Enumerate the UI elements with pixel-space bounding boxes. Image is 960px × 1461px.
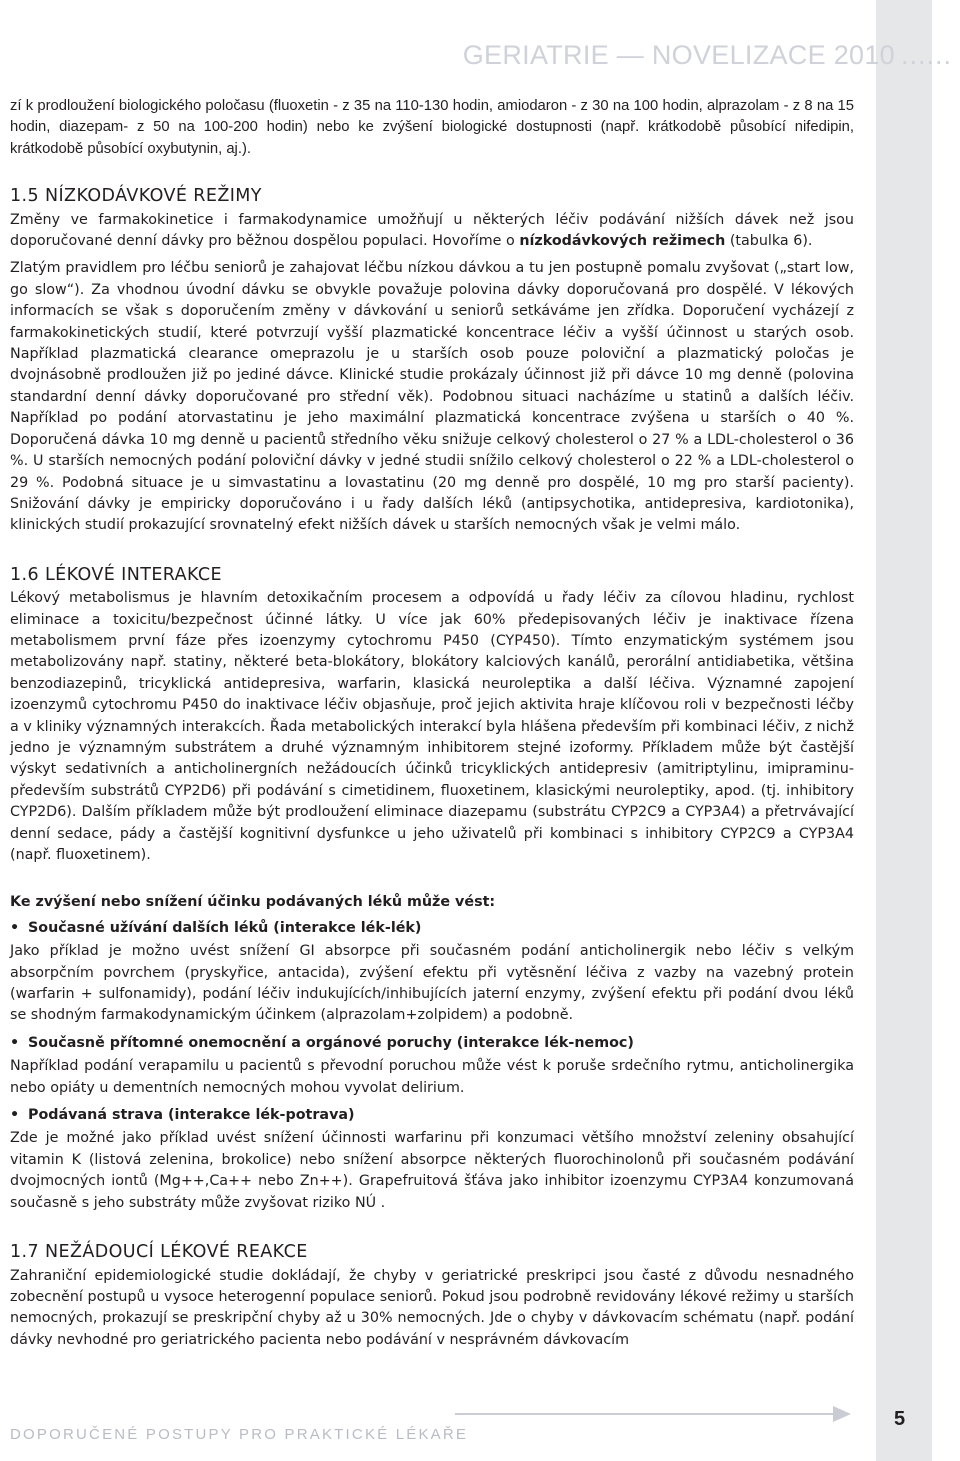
header-dots: ......	[900, 40, 952, 70]
section-1-5-paragraph-1	[10, 210, 854, 253]
section-heading-1-6	[10, 565, 854, 586]
footer-arrow-icon	[455, 1402, 855, 1426]
text-run: Změny ve farmakokinetice i farmakodynamice umožňují u některých léčiv podávání nižších dávek než jsou doporučované denní dávky pro běžnou dospělou populaci. Hovoříme o	[10, 211, 854, 250]
header-title: GERIATRIE — NOVELIZACE 2010	[462, 40, 895, 70]
text-run: (tabulka 6).	[725, 233, 813, 250]
section-1-5-paragraph-2: Zlatým pravidlem pro léčbu seniorů je zahajovat léčbu nízkou dávkou a tu jen postupně pomalu zvyšovat („start low, go slow“). Za vhodnou úvodní dávku se obvykle považuje polovina dávky doporučovaná pro dospělé. V lékových informacích se však s doporučením změny v dávkování u seniorů setkáváme jen zřídka. Doporučení vycházejí z farmakokinetických studií, které potvrzují vyšší plazmatické koncentrace léčiv a vyšší účinnost u starých osob. Například plazmatická clearance omeprazolu je u starších osob pouze poloviční a plazmatický poločas je dvojnásobně prodloužen již po jediné dávce. Klinické studie prokázaly účinnost již při dávce 10 mg denně (polovina standardní denní dávky doporučované pro střední věk). Podobnou situaci nacházíme u statinů a dalších léčiv. Například po podání atorvastatinu je jeho maximální plazmatická koncentrace zvýšena u starších o 40 %. Doporučená dávka 10 mg denně u pacientů středního věku snižuje celkový cholesterol o 27 % a LDL-cholesterol o 36 %. U starších nemocných podání poloviční dávky v jedné studii snížilo celkový cholesterol o 22 % a LDL-cholesterol o 29 %. Podobná situace je u simvastatinu a lovastatinu (20 mg denně pro dospělé, 10 mg pro starší pacienty). Snižování dávky je empiricky doporučováno i u řady dalších léků (antipsychotika, antidepresiva, kardiotonika), klinických studií prokazující srovnatelný efekt nižších dávek u starších nemocných však je velmi málo.	[10, 260, 854, 534]
bullet-text: Například podání verapamilu u pacientů s převodní poruchou může vést k poruše srdečního rytmu, anticholinergika nebo opiáty u dementních nemocných mohou vyvolat delirium.	[10, 1058, 854, 1096]
emphasis-low-dose-regimens: nízkodávkových režimech	[519, 233, 726, 250]
section-title: NÍZKODÁVKOVÉ REŽIMY	[45, 186, 262, 207]
bullet-icon: •	[10, 919, 20, 936]
section-heading-1-5	[10, 186, 854, 207]
interactions-lead: Ke zvýšení nebo snížení účinku podávaných léků může vést:	[10, 894, 496, 911]
bullet-item	[10, 918, 854, 939]
section-number: 1.5	[10, 186, 40, 207]
section-title: NEŽÁDOUCÍ LÉKOVÉ REAKCE	[45, 1242, 308, 1263]
bullet-text: Jako příklad je možno uvést snížení GI absorpce při současném podání anticholinergik nebo léčiv s velkým absorpčním povrchem (pryskyřice, antacida), zvýšení efektu při vytěsnění léčiva z vazby na vazebný protein (warfarin + sulfonamidy), podání léčiv indukujících/inhibujících jaterní enzymy, zvýšení efektu při podání dvou léků se shodným farmakodynamickým účinkem (alprazolam+zolpidem) a podobně.	[10, 943, 854, 1024]
footer-title: DOPORUČENÉ POSTUPY PRO PRAKTICKÉ LÉKAŘE	[10, 1426, 469, 1443]
section-title: LÉKOVÉ INTERAKCE	[45, 564, 222, 585]
intro-paragraph: zí k prodloužení biologického poločasu (fluoxetin - z 35 na 110-130 hodin, amiodaron - z 30 na 100 hodin, alprazolam - z 8 na 15 hodin, diazepam- z 50 na 100-200 hodin) nebo ke zvýšení biologické dostupnosti (např. krátkodobě působící nifedipin, krátkodobě působící oxybutynin, aj.).	[10, 98, 854, 157]
bullet-text: Zde je možné jako příklad uvést snížení účinnosti warfarinu při konzumaci většího množství zeleniny obsahující vitamin K (listová zelenina, brokolice) nebo snížení absorpce některých fluorochinolonů při současném podávání dvojmocných iontů (Mg++,Ca++ nebo Zn++). Grapefruitová šťáva jako inhibitor izoenzymu CYP3A4 konzumovaná současně s jeho substráty může zvyšovat riziko NÚ .	[10, 1130, 854, 1211]
section-heading-1-7	[10, 1242, 854, 1263]
page-number: 5	[894, 1408, 906, 1430]
bullet-icon: •	[10, 1107, 20, 1124]
section-1-7-paragraph-1: Zahraniční epidemiologické studie dokládají, že chyby v geriatrické preskripci jsou časté z důvodu nesnadného zobecnění postupů u vysoce heterogenní populace seniorů. Pokud jsou podrobně revidovány lékové režimy u starších nemocných, prokazují se preskripční chyby až u 30% nemocných. Jde o chyby v dávkovacím schématu (např. podání dávky nevhodné pro geriatrického pacienta nebo podávání v nesprávném dávkovacím	[10, 1267, 854, 1348]
bullet-title: Podávaná strava (interakce lék-potrava)	[28, 1107, 355, 1124]
section-1-6-paragraph-1: Lékový metabolismus je hlavním detoxikačním procesem a odpovídá u řady léčiv za cílovou hladinu, rychlost eliminace a toxicitu/bezpečnost účinné látky. U více jak 60% předepisovaných léčiv je inaktivace řízena metabolismem první fáze přes izoenzymy cytochromu P450 (CYP450). Tímto enzymatickým systémem jsou metabolizovány např. statiny, některé beta-blokátory, blokátory kalciových kanálů, perorální antidiabetika, většina benzodiazepinů, tricyklická antidepresiva, warfarin, klasická neuroleptika a další léčiva. Významné zapojení izoenzymů cytochromu P450 do inaktivace léčiv objasňuje, proč jejich aktivita hraje klíčovou roli v bezpečnosti léčby a v kliniky významných interakcích. Řada metabolických interakcí byla hlášena především při kombinaci léčiv, z nichž jedno je významným substrátem a druhé významným inhibitorem stejné izoformy. Příkladem může být častější výskyt sedativních a anticholinergních nežádoucích účinků tricyklických antidepresiv (amitriptylinu, imipraminu- především substrátů CYP2D6) při podávání s cimetidinem, fluoxetinem, klasickými neuroleptiky, apod. (tj. inhibitory CYP2D6). Dalším příkladem může být prodloužení eliminace diazepamu (substrátu CYP2C9 a CYP3A4) a přetrvávající denní sedace, pády a častější kognitivní dysfunkce u jeho uživatelů při kombinaci s inhibitory CYP2C9 a CYP3A4 (např. fluoxetinem).	[10, 590, 854, 863]
bullet-title: Současné užívání dalších léků (interakce lék-lék)	[28, 919, 422, 936]
bullet-item	[10, 1105, 854, 1126]
section-number: 1.7	[10, 1242, 40, 1263]
bullet-title: Současně přítomné onemocnění a orgánové poruchy (interakce lék-nemoc)	[28, 1034, 634, 1051]
section-number: 1.6	[10, 564, 40, 585]
bullet-icon: •	[10, 1034, 20, 1051]
side-band	[876, 0, 932, 1461]
bullet-item	[10, 1033, 854, 1054]
page-content	[10, 96, 854, 1351]
running-header	[463, 40, 952, 71]
